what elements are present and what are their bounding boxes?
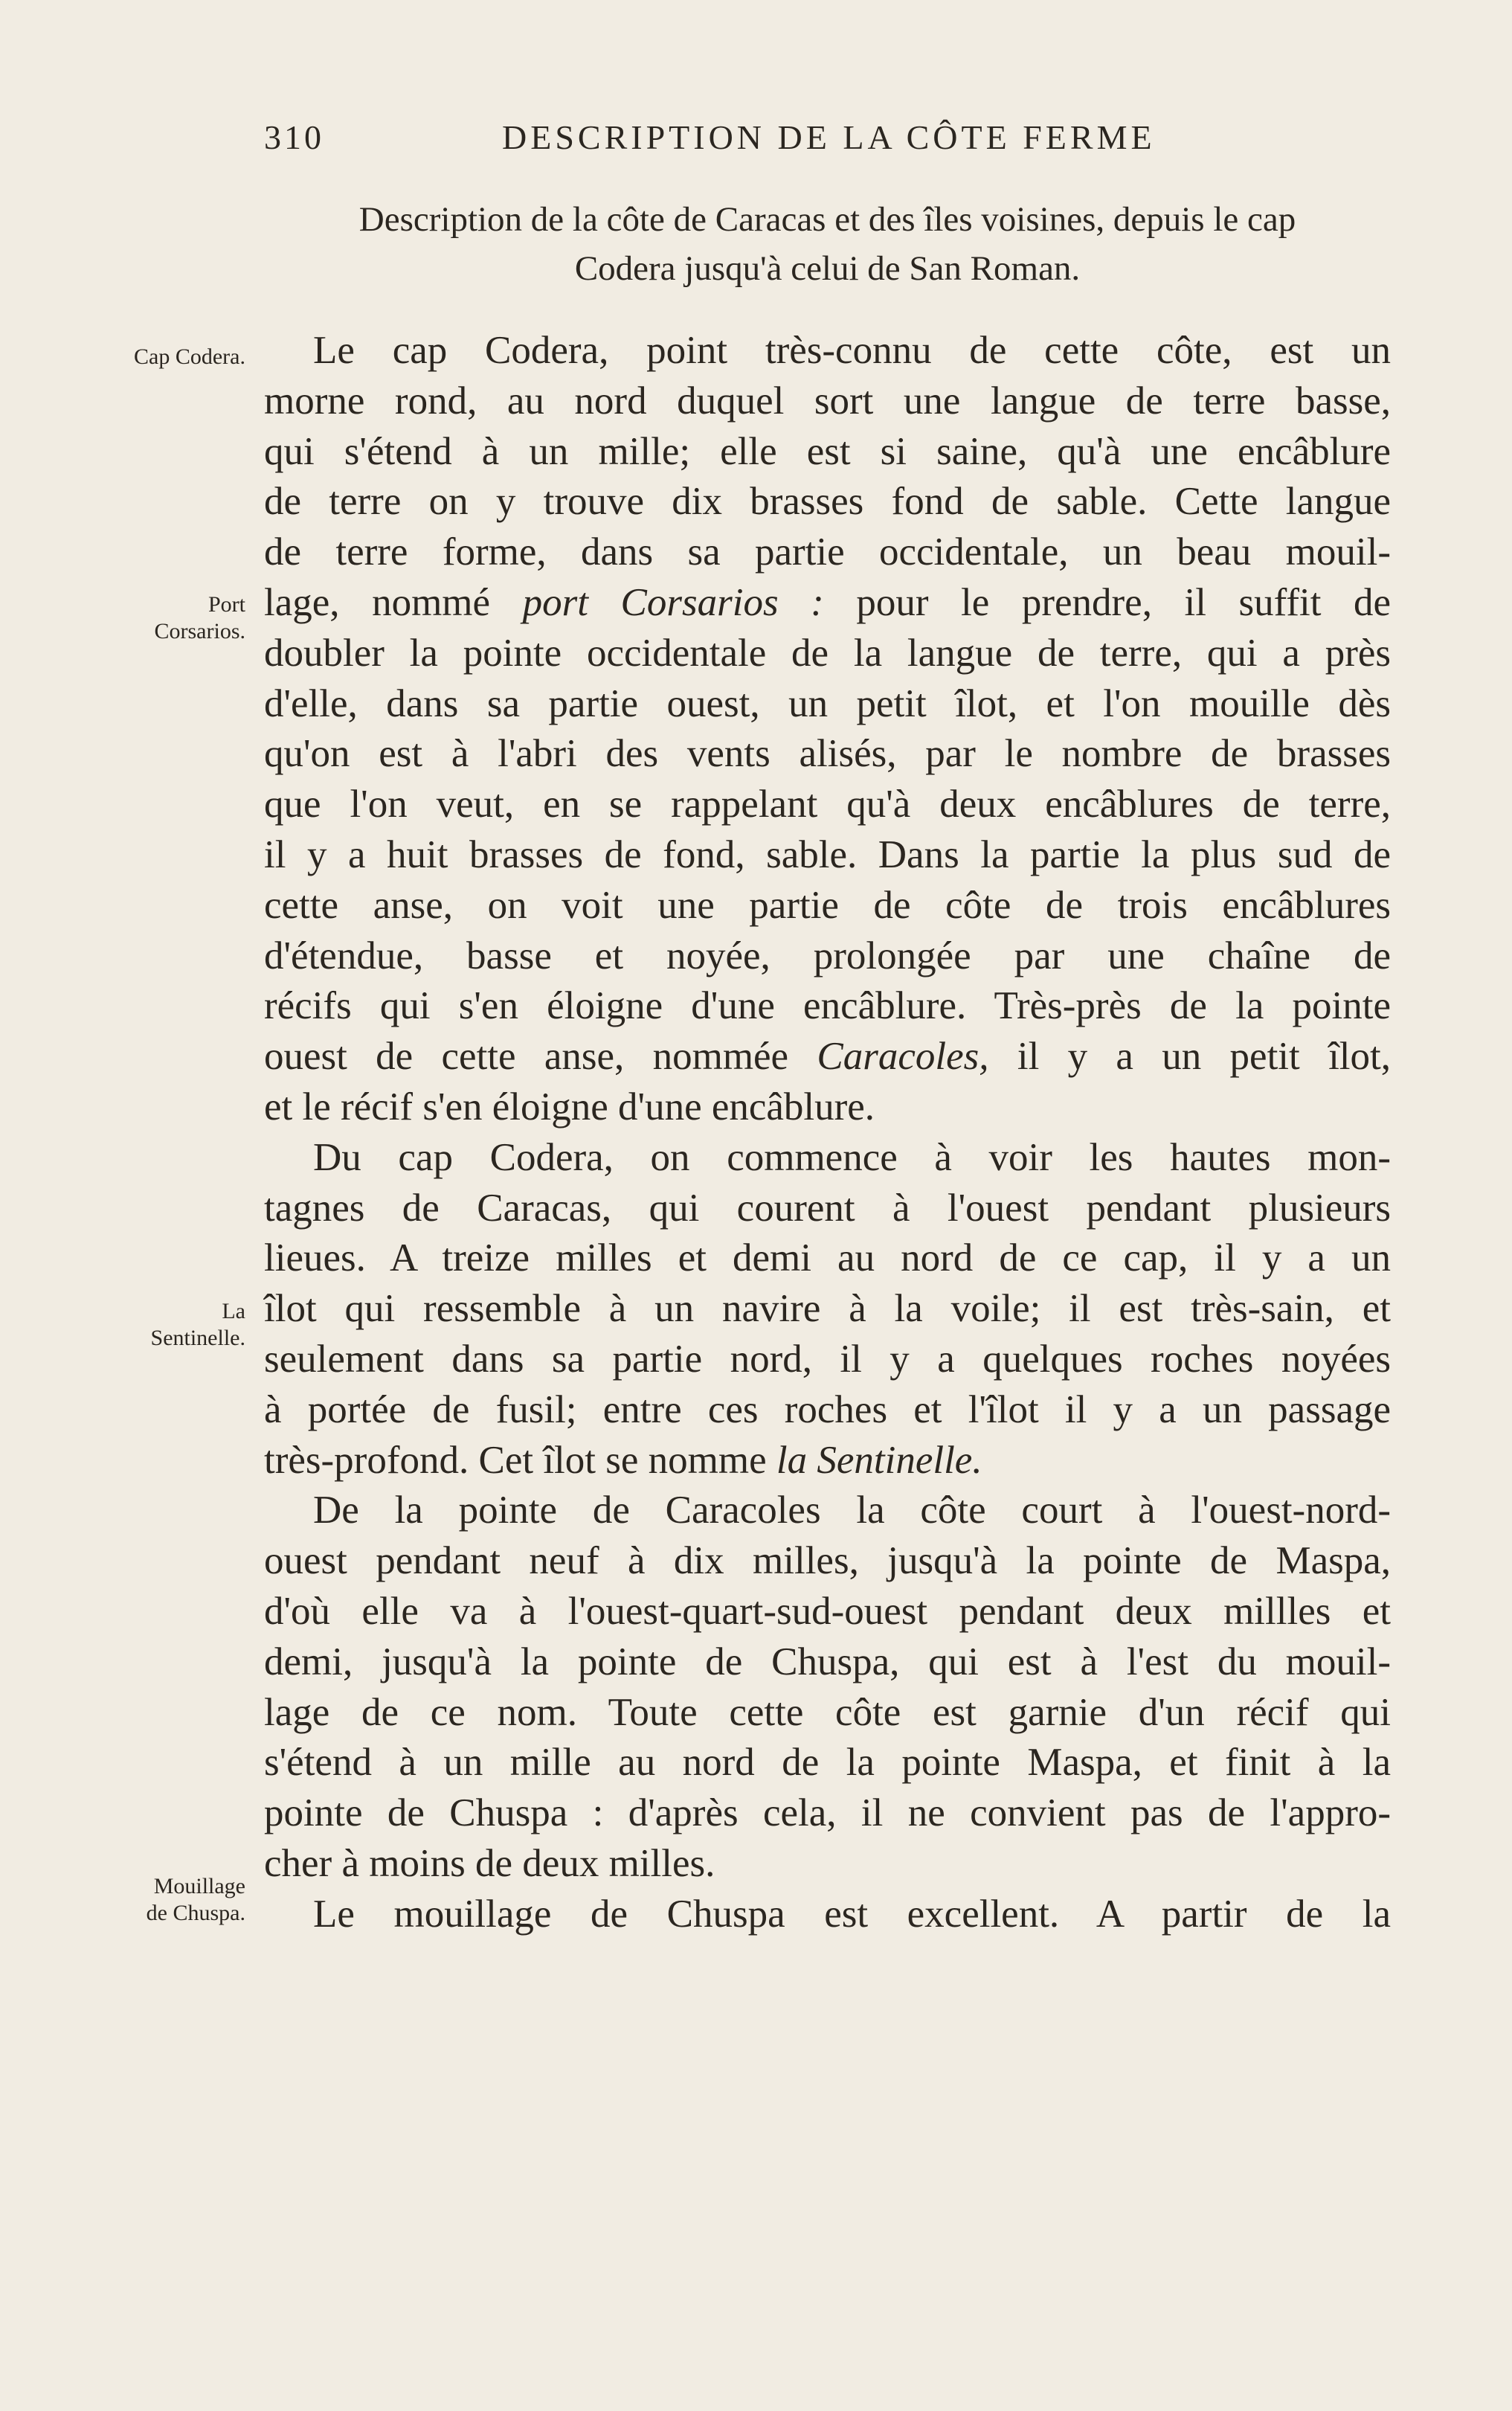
- text-span: ouest de cette anse, nommée: [264, 1035, 817, 1079]
- italic-span: Caracoles,: [817, 1035, 989, 1079]
- text-span: îlot qui ressemble à un navire à la voile; il est très-sain, et: [264, 1287, 1391, 1331]
- text-span: pointe de Chuspa : d'après cela, il ne convient pas de l'appro-: [264, 1791, 1391, 1835]
- text-span: très-profond. Cet îlot se nomme: [264, 1438, 776, 1482]
- section-heading: [264, 195, 1391, 293]
- section-heading-line: Description de la côte de Caracas et des îles voisines, depuis le cap: [358, 200, 1296, 239]
- text-span: de terre on y trouve dix brasses fond de sable. Cette langue: [264, 480, 1391, 524]
- text-span: De la pointe de Caracoles la côte court à l'ouest-nord-: [313, 1489, 1391, 1532]
- text-span: tagnes de Caracas, qui courent à l'ouest pendant plusieurs: [264, 1186, 1391, 1230]
- page-number: 310: [264, 118, 324, 156]
- text-line: [264, 1184, 1391, 1234]
- text-span: Le cap Codera, point très-connu de cette côte, est un: [313, 329, 1391, 372]
- text-line: [264, 477, 1391, 527]
- margin-note-cap-codera: [82, 344, 245, 370]
- text-span: Le mouillage de Chuspa est excellent. A partir de la: [313, 1892, 1391, 1936]
- text-line: [264, 578, 1391, 629]
- running-head-title: DESCRIPTION DE LA CÔTE FERME: [502, 118, 1156, 156]
- text-line: [264, 427, 1391, 478]
- text-line: [264, 931, 1391, 982]
- text-line: [264, 326, 1391, 376]
- text-span: qui s'étend à un mille; elle est si saine, qu'à une encâblure: [264, 429, 1391, 473]
- text-span: cher à moins de deux milles.: [264, 1841, 715, 1885]
- text-line: [264, 780, 1391, 830]
- text-span: cette anse, on voit une partie de côte de trois encâblures: [264, 883, 1391, 927]
- text-line: [264, 1032, 1391, 1082]
- text-span: de terre forme, dans sa partie occidentale, un beau mouil-: [264, 530, 1391, 574]
- text-line: [264, 1890, 1391, 1940]
- text-line: [264, 1335, 1391, 1385]
- text-line: [264, 1587, 1391, 1637]
- text-line: [264, 1082, 1391, 1133]
- margin-note-line: Port: [208, 592, 245, 617]
- text-line: [264, 1839, 1391, 1890]
- text-span: doubler la pointe occidentale de la langue de terre, qui a près: [264, 631, 1391, 675]
- text-span: Du cap Codera, on commence à voir les hautes mon-: [313, 1135, 1391, 1179]
- text-span: d'elle, dans sa partie ouest, un petit îlot, et l'on mouille dès: [264, 681, 1391, 725]
- margin-note-line: Corsarios.: [154, 619, 245, 643]
- text-span: à portée de fusil; entre ces roches et l'îlot il y a un passage: [264, 1387, 1391, 1431]
- text-line: [264, 1233, 1391, 1284]
- text-line: [264, 830, 1391, 881]
- text-line: [264, 1436, 1391, 1486]
- text-line: [264, 1133, 1391, 1184]
- text-line: [264, 729, 1391, 780]
- italic-span: la Sentinelle.: [776, 1438, 982, 1482]
- margin-note-line: Sentinelle.: [150, 1326, 245, 1350]
- text-span: demi, jusqu'à la pointe de Chuspa, qui est à l'est du mouil-: [264, 1640, 1391, 1683]
- text-span: que l'on veut, en se rappelant qu'à deux encâblures de terre,: [264, 783, 1391, 826]
- margin-note-la-sentinelle: [82, 1298, 245, 1352]
- text-span: lieues. A treize milles et demi au nord de ce cap, il y a un: [264, 1236, 1391, 1280]
- text-line: [264, 527, 1391, 578]
- text-line: [264, 1688, 1391, 1739]
- text-span: d'étendue, basse et noyée, prolongée par une chaîne de: [264, 934, 1391, 977]
- text-span: et le récif s'en éloigne d'une encâblure.: [264, 1085, 875, 1129]
- text-line: [264, 1486, 1391, 1536]
- text-span: pour le prendre, il suffit de: [823, 580, 1392, 624]
- text-line: [264, 376, 1391, 427]
- text-span: morne rond, au nord duquel sort une langue de terre basse,: [264, 379, 1391, 423]
- text-line: [264, 1788, 1391, 1839]
- text-span: il y a huit brasses de fond, sable. Dans la partie la plus sud de: [264, 832, 1391, 876]
- text-span: il y a un petit îlot,: [988, 1035, 1391, 1079]
- text-span: d'où elle va à l'ouest-quart-sud-ouest pendant deux millles et: [264, 1589, 1391, 1633]
- margin-note-line: La: [222, 1299, 245, 1323]
- section-heading-line: Codera jusqu'à celui de San Roman.: [574, 249, 1081, 288]
- text-line: [264, 1385, 1391, 1436]
- text-span: seulement dans sa partie nord, il y a quelques roches noyées: [264, 1337, 1391, 1381]
- margin-note-line: de Chuspa.: [146, 1901, 245, 1925]
- text-line: [264, 881, 1391, 931]
- body-text: [264, 326, 1391, 1940]
- margin-note-port-corsarios: [82, 591, 245, 645]
- text-span: lage, nommé: [264, 580, 523, 624]
- text-line: [264, 981, 1391, 1032]
- text-line: [264, 1536, 1391, 1587]
- margin-note-mouillage-chuspa: [82, 1873, 245, 1927]
- text-line: [264, 679, 1391, 730]
- text-span: qu'on est à l'abri des vents alisés, par le nombre de brasses: [264, 732, 1391, 776]
- margin-note-line: Mouillage: [153, 1874, 245, 1898]
- text-span: ouest pendant neuf à dix milles, jusqu'à la pointe de Maspa,: [264, 1539, 1391, 1583]
- italic-span: port Corsarios :: [522, 580, 824, 624]
- text-line: [264, 1284, 1391, 1335]
- text-span: s'étend à un mille au nord de la pointe Maspa, et finit à la: [264, 1741, 1391, 1785]
- margin-note-line: Cap Codera.: [134, 344, 245, 369]
- text-span: lage de ce nom. Toute cette côte est garnie d'un récif qui: [264, 1690, 1391, 1734]
- text-span: récifs qui s'en éloigne d'une encâblure. Très-près de la pointe: [264, 984, 1391, 1028]
- text-line: [264, 629, 1391, 679]
- text-line: [264, 1637, 1391, 1688]
- text-line: [264, 1738, 1391, 1788]
